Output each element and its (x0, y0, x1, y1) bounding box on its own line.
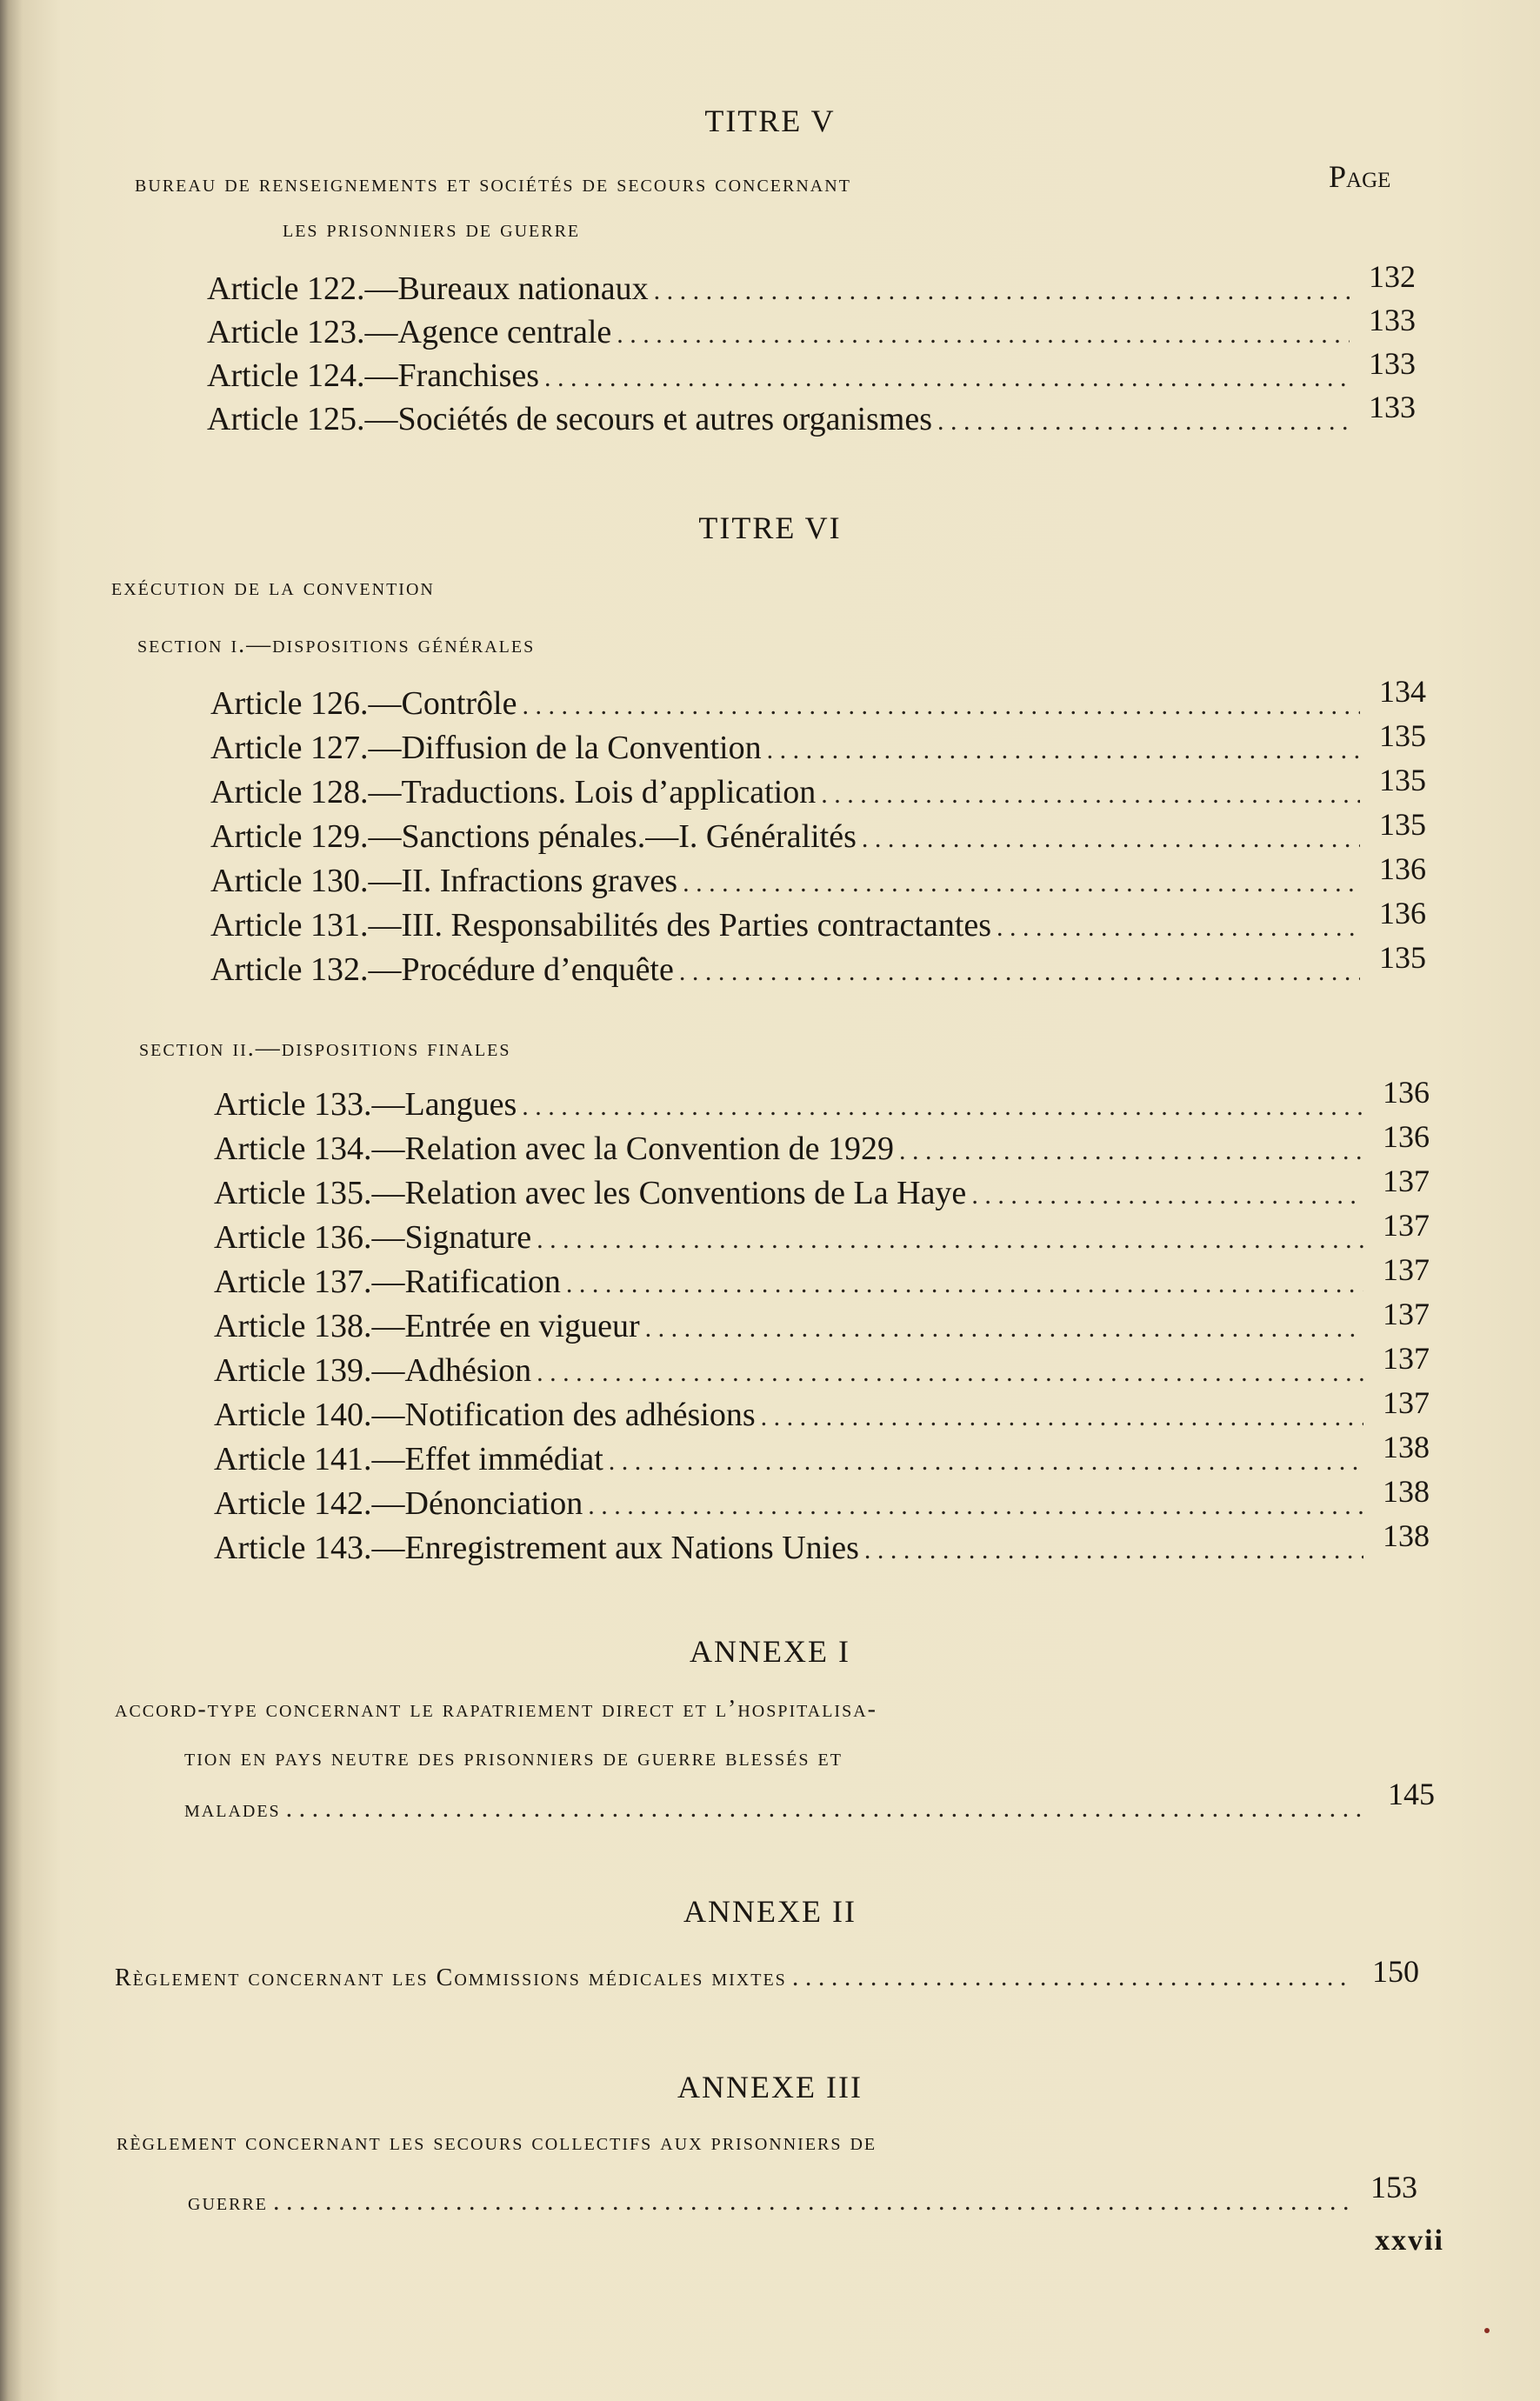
toc-entry-label: Article 134.—Relation avec la Convention de 1929 (214, 1130, 894, 1167)
leader-dots (537, 1218, 1363, 1262)
toc-entry-label: Article 142.—Dénonciation (214, 1485, 583, 1522)
titre-v-heading-cont: les prisonniers de guerre (283, 216, 581, 243)
toc-entry-page: 136 (1383, 1119, 1430, 1154)
toc-entry[interactable] (214, 1252, 1430, 1304)
toc-entry[interactable] (115, 1953, 1419, 1997)
toc-entry-page: 150 (1372, 1954, 1419, 1989)
toc-entry[interactable] (214, 1119, 1430, 1170)
toc-entry-page: 136 (1383, 1075, 1430, 1110)
annexe-ii-line1: Règlement concernant les Commissions médicales mixtes (115, 1964, 787, 1991)
toc-entry[interactable] (214, 1208, 1430, 1259)
toc-entry-label: Article 123.—Agence centrale (207, 314, 612, 350)
leader-dots (862, 817, 1360, 861)
toc-entry-page: 137 (1383, 1385, 1430, 1420)
toc-entry-page: 132 (1369, 259, 1416, 294)
toc-entry-page: 135 (1379, 940, 1426, 975)
leader-dots (971, 1174, 1363, 1217)
toc-entry-page: 137 (1383, 1208, 1430, 1243)
toc-entry-label: Article 133.—Langues (214, 1086, 517, 1123)
toc-entry-page: 135 (1379, 763, 1426, 797)
annexe-iii-line1: règlement concernant les secours collectifs aux prisonniers de (117, 2129, 877, 2156)
toc-entry-page: 133 (1369, 346, 1416, 381)
toc-entry-page: 138 (1383, 1474, 1430, 1509)
toc-entry-page: 145 (1388, 1777, 1435, 1811)
leader-dots (609, 1440, 1363, 1484)
toc-entry[interactable] (210, 674, 1426, 725)
toc-entry-page: 137 (1383, 1164, 1430, 1198)
leader-dots (761, 1396, 1363, 1439)
leader-dots (679, 950, 1360, 994)
toc-entry[interactable] (214, 1164, 1430, 1215)
toc-entry-label: Article 131.—III. Responsabilités des Parties contractantes (210, 907, 992, 944)
toc-entry-page: 133 (1369, 303, 1416, 337)
leader-dots (899, 1130, 1363, 1173)
leader-dots (683, 862, 1360, 905)
toc-entry-page: 134 (1379, 674, 1426, 709)
leader-dots (617, 313, 1350, 357)
toc-entry[interactable] (207, 390, 1416, 441)
leader-dots (588, 1484, 1363, 1528)
annexe-i-line1: accord-type concernant le rapatriement direct et l’hospitalisa- (115, 1696, 877, 1723)
annexe-i-title: ANNEXE I (690, 1634, 850, 1669)
toc-entry-label: Article 141.—Effet immédiat (214, 1441, 603, 1477)
leader-dots (767, 729, 1360, 772)
toc-entry[interactable] (210, 851, 1426, 903)
annexe-iii-line2: guerre (188, 2189, 268, 2216)
toc-entry-label: Article 124.—Franchises (207, 357, 540, 394)
section-ii-heading: section ii.—dispositions finales (139, 1035, 511, 1062)
toc-entry-page: 137 (1383, 1252, 1430, 1287)
toc-entry-label: Article 135.—Relation avec les Conventions de La Haye (214, 1175, 967, 1211)
page-number: xxvii (1375, 2224, 1444, 2257)
leader-dots (821, 773, 1360, 817)
toc-entry-label: Article 130.—II. Infractions graves (210, 863, 678, 899)
titre-vi-title: TITRE VI (698, 510, 842, 545)
toc-entry-page: 133 (1369, 390, 1416, 424)
toc-entry[interactable] (214, 1297, 1430, 1348)
toc-entry-page: 153 (1370, 2170, 1417, 2204)
leader-dots (522, 684, 1360, 728)
annexe-i-line2: tion en pays neutre des prisonniers de guerre blessés et (184, 1744, 843, 1771)
toc-entry[interactable] (210, 807, 1426, 858)
leader-dots (937, 400, 1350, 444)
toc-entry[interactable] (210, 763, 1426, 814)
toc-entry[interactable] (188, 2170, 1417, 2221)
toc-entry[interactable] (210, 940, 1426, 991)
section-i-heading: section i.—dispositions générales (137, 631, 536, 658)
toc-entry-label: Article 139.—Adhésion (214, 1352, 532, 1389)
toc-entry-label: Article 129.—Sanctions pénales.—I. Généralités (210, 818, 857, 855)
leader-dots (566, 1263, 1363, 1306)
toc-entry[interactable] (214, 1430, 1430, 1481)
toc-entry-label: Article 143.—Enregistrement aux Nations Unies (214, 1530, 859, 1566)
toc-entry-label: Article 138.—Entrée en vigueur (214, 1308, 640, 1344)
annexe-i-line3: malades (184, 1796, 281, 1823)
toc-entry-page: 136 (1379, 851, 1426, 886)
toc-entry[interactable] (184, 1777, 1435, 1828)
toc-entry[interactable] (214, 1341, 1430, 1392)
toc-entry[interactable] (214, 1518, 1430, 1570)
toc-entry-label: Article 132.—Procédure d’enquête (210, 951, 674, 988)
leader-dots (522, 1085, 1363, 1129)
toc-entry-page: 135 (1379, 718, 1426, 753)
leader-dots (544, 357, 1350, 400)
titre-v-title: TITRE V (704, 103, 836, 138)
titre-v-heading: bureau de renseignements et sociétés de secours concernant (135, 170, 851, 197)
toc-entry-label: Article 140.—Notification des adhésions (214, 1397, 756, 1433)
toc-entry-label: Article 125.—Sociétés de secours et autres organismes (207, 401, 933, 437)
leader-dots (273, 2180, 1351, 2224)
paper-speck (1484, 2328, 1490, 2333)
toc-entry-label: Article 122.—Bureaux nationaux (207, 270, 649, 307)
leader-dots (997, 906, 1360, 950)
leader-dots (654, 270, 1350, 313)
annexe-iii-title: ANNEXE III (677, 2070, 863, 2104)
toc-entry-page: 138 (1383, 1518, 1430, 1553)
page-column-label: Page (1329, 159, 1391, 194)
toc-entry-page: 136 (1379, 896, 1426, 930)
titre-vi-heading: exécution de la convention (111, 574, 435, 601)
toc-entry-page: 137 (1383, 1297, 1430, 1331)
toc-entry[interactable] (207, 259, 1416, 310)
toc-entry-label: Article 128.—Traductions. Lois d’application (210, 774, 817, 810)
toc-entry[interactable] (210, 718, 1426, 770)
toc-entry[interactable] (207, 346, 1416, 397)
toc-entry-page: 137 (1383, 1341, 1430, 1376)
annexe-ii-title: ANNEXE II (683, 1894, 857, 1929)
toc-entry-page: 135 (1379, 807, 1426, 842)
toc-entry[interactable] (210, 896, 1426, 947)
leader-dots (792, 1956, 1353, 1999)
toc-entry-label: Article 136.—Signature (214, 1219, 532, 1256)
toc-entry[interactable] (214, 1385, 1430, 1437)
toc-entry-page: 138 (1383, 1430, 1430, 1464)
leader-dots (645, 1307, 1363, 1351)
leader-dots (286, 1787, 1369, 1831)
leader-dots (864, 1529, 1363, 1572)
toc-entry[interactable] (214, 1474, 1430, 1525)
toc-entry-label: Article 127.—Diffusion de la Convention (210, 730, 762, 766)
toc-entry-label: Article 126.—Contrôle (210, 685, 517, 722)
toc-entry-label: Article 137.—Ratification (214, 1264, 561, 1300)
toc-entry[interactable] (207, 303, 1416, 354)
toc-entry[interactable] (214, 1075, 1430, 1126)
leader-dots (537, 1351, 1363, 1395)
